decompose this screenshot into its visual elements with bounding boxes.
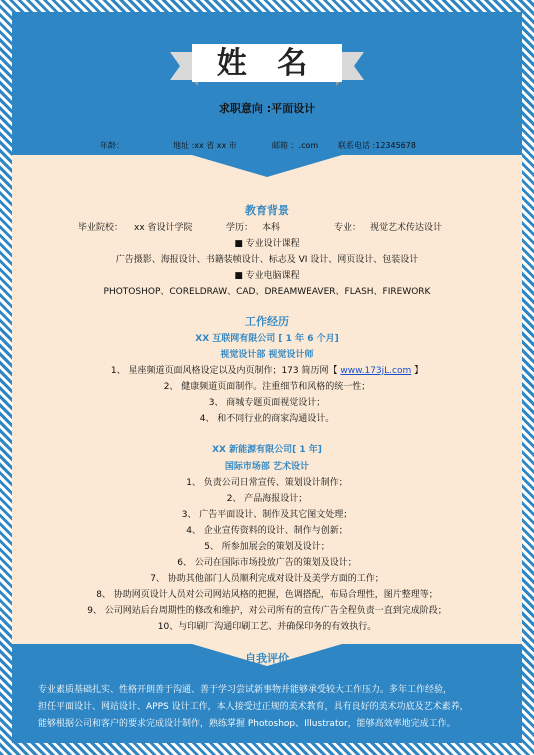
major-value: 视觉艺术传达设计 bbox=[370, 223, 443, 233]
job2-item: 6、 公司在国际市场投放广告的策划及设计； bbox=[177, 558, 357, 568]
job1-item-close: 】 bbox=[411, 366, 424, 376]
job2-item: 2、 产品海报设计； bbox=[226, 494, 308, 504]
candidate-name: 姓 名 bbox=[216, 46, 318, 81]
design-course-heading: ■ 专业设计课程 bbox=[234, 239, 300, 249]
job2-item: 8、 协助网页设计人员对公司网站风格的把握，色调搭配，布局合理性，图片整理等； bbox=[96, 590, 438, 600]
email-field: 邮箱 ：.com bbox=[272, 141, 319, 150]
job1-item: 3、 商城专题页面视觉设计； bbox=[208, 398, 326, 408]
resume-paper bbox=[12, 12, 522, 743]
self-evaluation-line: 担任平面设计、网站设计、APPS 设计工作，本人接受过正规的美术教育，具有良好的美术功底及艺术素养， bbox=[38, 702, 469, 712]
phone-field: 联系电话 :12345678 bbox=[338, 141, 416, 150]
self-evaluation-line: 能够根据公司和客户的要求完成设计制作，熟练掌握 Photoshop、Illustrator，能够高效率地完成工作。 bbox=[38, 719, 456, 729]
resume-site-link[interactable]: www.173jL.com bbox=[340, 366, 412, 376]
address-field: 地址 :xx 省 xx 市 bbox=[173, 141, 237, 150]
job1-item bbox=[12, 363, 522, 376]
job2-item: 7、 协助其他部门人员顺利完成对设计及美学方面的工作； bbox=[150, 574, 384, 584]
work-title: 工作经历 bbox=[245, 315, 289, 328]
school-label: 毕业院校： bbox=[78, 223, 124, 233]
education-title: 教育背景 bbox=[245, 204, 289, 217]
job1-item: 2、 健康频道页面制作。注重细节和风格的统一性； bbox=[163, 382, 371, 392]
job2-department: 国际市场部 艺术设计 bbox=[224, 462, 310, 472]
job-intent: 求职意向 :平面设计 bbox=[218, 102, 316, 115]
job1-item-text: 1、 星座频道页面风格设定以及内页制作；173 简历网【 bbox=[110, 366, 341, 376]
self-evaluation-text bbox=[38, 682, 498, 733]
job2-item: 1、 负责公司日常宣传、策划设计制作； bbox=[186, 478, 348, 488]
self-evaluation-line: 专业素质基础扎实、性格开朗善于沟通、善于学习尝试新事物并能够承受较大工作压力。多年工作经验， bbox=[38, 685, 453, 695]
major-label: 专业： bbox=[334, 223, 362, 233]
header-band bbox=[12, 12, 522, 177]
job2-item: 4、 企业宣传资料的设计、制作与创新； bbox=[186, 526, 348, 536]
school-value: xx 省设计学院 bbox=[134, 223, 193, 233]
job1-company: XX 互联网有限公司 [ 1 年 6 个月] bbox=[195, 334, 339, 344]
job1-item: 4、 和不同行业的商家沟通设计。 bbox=[199, 414, 335, 424]
software-list: PHOTOSHOP、CORELDRAW、CAD、DREAMWEAVER、FLASH、FIREWORK bbox=[103, 287, 431, 297]
self-evaluation-title: 自我评价 bbox=[245, 652, 289, 665]
job2-company: XX 新能源有限公司[ 1 年] bbox=[212, 445, 322, 455]
job2-item: 9、 公司网站后台周期性的修改和维护，对公司所有的宣传广告全程负责一直到完成阶段； bbox=[87, 606, 447, 616]
computer-course-heading: ■ 专业电脑课程 bbox=[234, 271, 300, 281]
header-shape bbox=[12, 12, 522, 177]
job2-item: 3、 广告平面设计、制作及其它图文处理； bbox=[181, 510, 353, 520]
design-courses: 广告摄影、海报设计、书籍装帧设计、标志及 VI 设计、网页设计、包装设计 bbox=[115, 255, 419, 265]
degree-label: 学历： bbox=[226, 223, 254, 233]
degree-value: 本科 bbox=[262, 223, 281, 233]
job2-item: 10、与印刷厂沟通印刷工艺、并确保印务的有效执行。 bbox=[157, 622, 377, 632]
job1-department: 视觉设计部 视觉设计师 bbox=[220, 350, 314, 360]
job2-item: 5、 所参加展会的策划及设计； bbox=[204, 542, 330, 552]
age-field: 年龄： bbox=[100, 141, 124, 150]
